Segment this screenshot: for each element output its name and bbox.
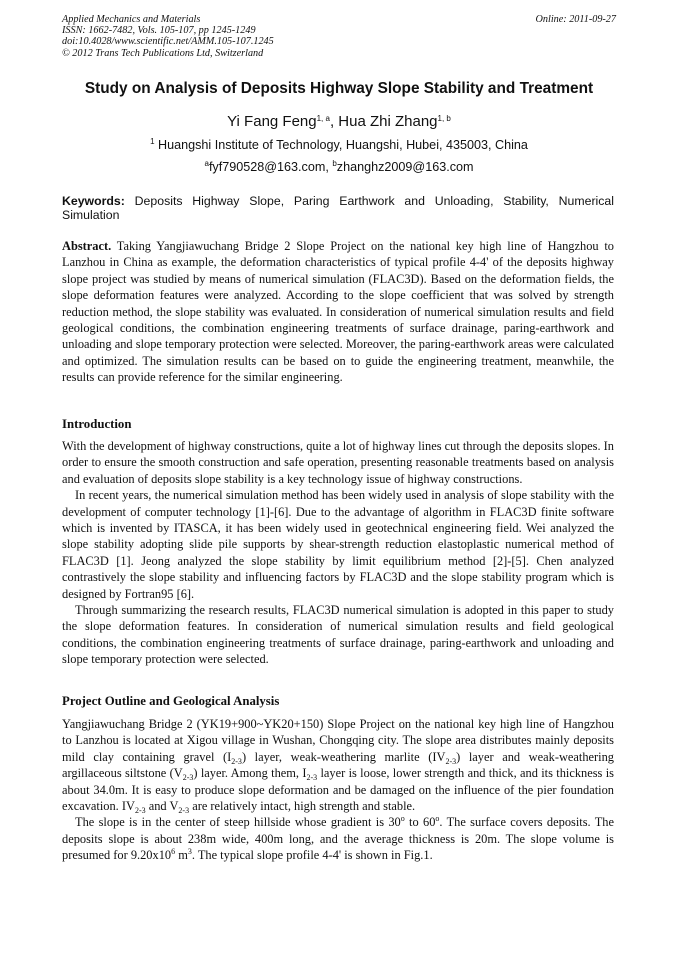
affil-mark: 1	[150, 137, 155, 146]
keywords-text: Deposits Highway Slope, Paring Earthwork and Unloading, Stability, Numerical Simulation	[62, 194, 614, 223]
affil-text: Huangshi Institute of Technology, Huangshi, Hubei, 435003, China	[158, 138, 528, 152]
affiliation	[40, 138, 638, 152]
author-line	[40, 113, 638, 130]
author-affil-mark: 1, b	[437, 114, 451, 123]
online-date: Online: 2011-09-27	[535, 14, 616, 25]
journal-header	[62, 14, 616, 59]
email-mark: a	[204, 159, 209, 168]
author-name: Yi Fang Feng	[227, 113, 317, 130]
project-body	[62, 716, 614, 864]
issn-line: ISSN: 1662-7482, Vols. 105-107, pp 1245-1249	[62, 25, 256, 37]
email-line	[40, 160, 638, 174]
email-b: zhanghz2009@163.com	[336, 160, 474, 174]
doi-line: doi:10.4028/www.scientific.net/AMM.105-107.1245	[62, 36, 274, 48]
section-heading: Project Outline and Geological Analysis	[62, 694, 280, 708]
paragraph: Yangjiawuchang Bridge 2 (YK19+900~YK20+150) Slope Project on the national key high line of Hangzhou to Lanzhou is located at Xigou village in Wushan, Chongqing city. The slope area distributes mainly deposits mild clay containing gravel $(I_{2-3})$ layer, weak-weathering marlite $(IV_{2-3})$ layer and weak-weathering argillaceous siltstone $(V_{2-3})$ layer. Among them, $I_{2-3}$ layer is loose, lower strength and thick, and its thickness is about 34.0m. It is easy to produce slope deformation and be damaged on the influence of the pier foundation excavation. $IV_{2-3}$ and $V_{2-3}$ are relatively intact, high strength and stable.	[62, 717, 614, 816]
paragraph: In recent years, the numerical simulation method has been widely used in analysis of slope stability with the development of computer technology [1]-[6]. Due to the advantage of algorithm in FLAC3D finite software which is invented by ITASCA, it has been widely used in geotechnical engineering field. Wei analyzed the slope stability adopting slide pile supports by shear-strength reduction elastoplastic numerical method of FLAC3D [1]. Jeong analyzed the slope stability by limit equilibrium method [2]-[5]. Chen analyzed contrastively the slope stability and influencing factors by FLAC3D and the slope stability program which is designed by Fortran95 [6].	[62, 488, 614, 601]
copyright-line: © 2012 Trans Tech Publications Ltd, Switzerland	[62, 47, 264, 59]
paragraph: With the development of highway constructions, quite a lot of highway lines cut through the deposits slopes. In order to ensure the smooth construction and safe operation, presenting reasonable treatments based on analysis and evaluation of deposits slope stability is a key technology issue of highway constructions.	[62, 439, 614, 486]
abstract-label: Abstract.	[62, 239, 112, 253]
section-heading: Introduction	[62, 417, 132, 431]
paper-title: Study on Analysis of Deposits Highway Slope Stability and Treatment	[84, 80, 594, 97]
abstract-text: Taking Yangjiawuchang Bridge 2 Slope Project on the national key high line of Hangzhou to Lanzhou in China as example, the deformation characteristics of typical profile 4-4' of the deposits highway slope project was studied by means of numerical simulation (FLAC3D). Based on the deformation fields, the slope deformation features were analyzed. According to the slope coefficient that was solved by strength reduction method, the slope stability was evaluated. In consideration of numerical simulation results and field geological conditions, the combination engineering treatments of surface drainage, paring-earthwork and unloading and slope temporary protection were selected. Moreover, the paring-earthwork areas were calculated and optimized. The simulation results can be based on to guide the engineering treatment, meanwhile, the results can provide reference for the similar engineering.	[62, 239, 614, 385]
email-mark: b	[332, 159, 337, 168]
journal-name: Applied Mechanics and Materials	[62, 14, 201, 25]
keywords-label: Keywords:	[62, 194, 125, 208]
author-separator: ,	[329, 113, 339, 130]
introduction-body	[62, 438, 614, 668]
author-affil-mark: 1, a	[316, 114, 330, 123]
email-a: fyf790528@163.com,	[208, 160, 333, 174]
abstract	[62, 238, 614, 386]
keywords	[62, 194, 614, 223]
author-name: Hua Zhi Zhang	[338, 113, 438, 130]
paragraph: The slope is in the center of steep hillside whose gradient is 30$^o$ to 60$^o$. The surface covers deposits. The deposits slope is about 238m wide, 400m long, and the average thickness is 20m. The slope volume is presumed for $9.20x10^6$ $m^3$. The typical slope profile 4-4' is shown in Fig.1.	[62, 814, 614, 863]
paragraph: Through summarizing the research results, FLAC3D numerical simulation is adopted in this paper to study the slope deformation features. In consideration of numerical simulation results and field geological conditions, the combination engineering treatments of surface drainage, paring-earthwork and unloading and slope temporary protection were selected.	[62, 603, 614, 667]
